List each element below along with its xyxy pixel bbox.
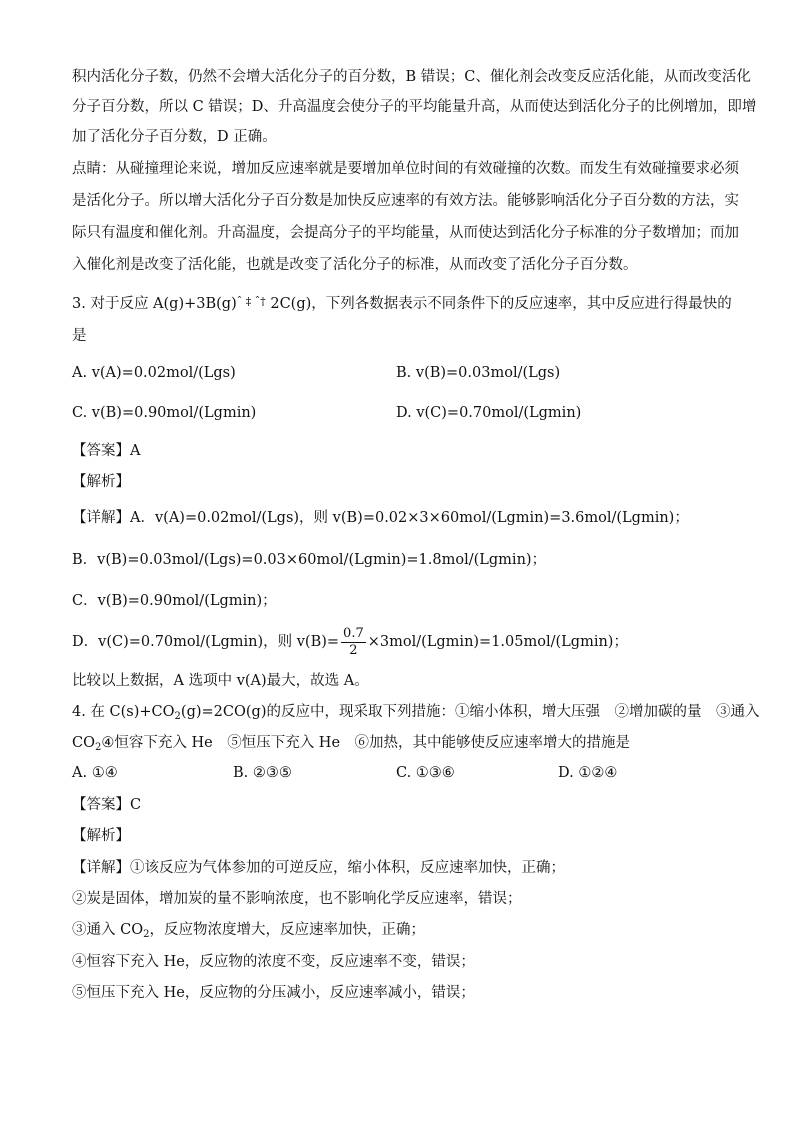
q4-option-c: C. ①③⑥ (396, 765, 455, 781)
q4-option-a: A. ①④ (72, 765, 118, 781)
question-3-stem (72, 292, 732, 314)
question-4-stem (72, 702, 759, 727)
subscript: 2 (143, 929, 150, 940)
q4-detail-line: ⑤恒压下充入 He，反应物的分压减小，反应速率减小，错误； (72, 985, 475, 1001)
fraction-denominator: 2 (349, 642, 358, 658)
subscript: 2 (94, 742, 102, 753)
fraction-numerator: 0.7 (343, 625, 364, 641)
question-3-stem-cont: 是 (72, 328, 87, 344)
q4-detail-line: 【详解】①该反应为气体参加的可逆反应，缩小体积，反应速率加快，正确； (72, 860, 565, 876)
subscript: 2 (174, 711, 181, 722)
detail-part: ，反应物浓度增大，反应速率加快，正确； (149, 922, 425, 938)
paragraph-line: 积内活化分子数，仍然不会增大活化分子的百分数，B 错误；C、催化剂会改变反应活化能，从而改变活化 (72, 69, 751, 85)
q3-detail-line: 【详解】A．v(A)=0.02mol/(Lgs)，则 v(B)=0.02×3×60mol/(Lgmin)=3.6mol/(Lgmin)； (72, 510, 689, 526)
q3-analysis-label: 【解析】 (72, 474, 130, 490)
paragraph-line: 加了活化分子百分数，D 正确。 (72, 129, 277, 145)
q3-conclusion: 比较以上数据，A 选项中 v(A)最大，故选 A。 (72, 673, 369, 689)
q4-option-d: D. ①②④ (558, 765, 618, 781)
q3-option-a: A. v(A)=0.02mol/(Lgs) (72, 365, 236, 381)
tip-line: 点睛：从碰撞理论来说，增加反应速率就是要增加单位时间的有效碰撞的次数。而发生有效碰撞要求必须 (72, 161, 739, 177)
detail-part: D．v(C)=0.70mol/(Lgmin)，则 v(B)= (72, 634, 340, 650)
detail-part: ×3mol/(Lgmin)=1.05mol/(Lgmin)； (367, 634, 628, 650)
stem-part: 4. 在 C(s)+CO (72, 704, 175, 720)
stem-part: ④恒容下充入 He ⑤恒压下充入 He ⑥加热，其中能够使反应速率增大的措施是 (101, 735, 631, 751)
paragraph-line: 分子百分数，所以 C 错误；D、升高温度会使分子的平均能量升高，从而使达到活化分子的比例增加，即增 (72, 99, 757, 115)
q4-detail-line: ④恒容下充入 He，反应物的浓度不变，反应速率不变，错误； (72, 954, 475, 970)
stem-part: 3. 对于反应 A(g)+3B(g) (72, 296, 237, 312)
q3-option-c: C. v(B)=0.90mol/(Lgmin) (72, 405, 257, 421)
q4-analysis-label: 【解析】 (72, 828, 130, 844)
detail-part: ③通入 CO (72, 922, 144, 938)
tip-line: 入催化剂是改变了活化能，也就是改变了活化分子的标准，从而改变了活化分子百分数。 (72, 257, 638, 273)
q4-answer: 【答案】C (72, 797, 142, 813)
question-4-stem-cont (72, 733, 630, 758)
q4-detail-line (72, 920, 425, 945)
tip-line: 际只有温度和催化剂。升高温度，会提高分子的平均能量，从而使达到活化分子标准的分子数增加；而加 (72, 225, 739, 241)
q3-detail-line-fraction (72, 624, 628, 660)
q3-option-b: B. v(B)=0.03mol/(Lgs) (396, 365, 561, 381)
q3-detail-line: B．v(B)=0.03mol/(Lgs)=0.03×60mol/(Lgmin)=1.8mol/(Lgmin)； (72, 552, 547, 568)
q3-detail-line: C．v(B)=0.90mol/(Lgmin)； (72, 593, 277, 609)
equilibrium-arrow: ˆ ‡ ˆ† (236, 295, 266, 308)
q4-detail-line: ②炭是固体，增加炭的量不影响浓度，也不影响化学反应速率，错误； (72, 891, 522, 907)
fraction (341, 626, 366, 659)
q3-answer: 【答案】A (72, 443, 141, 459)
tip-line: 是活化分子。所以增大活化分子百分数是加快反应速率的有效方法。能够影响活化分子百分数的方法，实 (72, 193, 739, 209)
stem-part: 2C(g)，下列各数据表示不同条件下的反应速率，其中反应进行得最快的 (265, 296, 732, 312)
q3-option-d: D. v(C)=0.70mol/(Lgmin) (396, 405, 582, 421)
stem-part: (g)=2CO(g)的反应中，现采取下列措施：①缩小体积，增大压强 ②增加碳的量 ③通入 (180, 704, 760, 720)
q4-option-b: B. ②③⑤ (233, 765, 292, 781)
stem-part: CO (72, 735, 95, 751)
